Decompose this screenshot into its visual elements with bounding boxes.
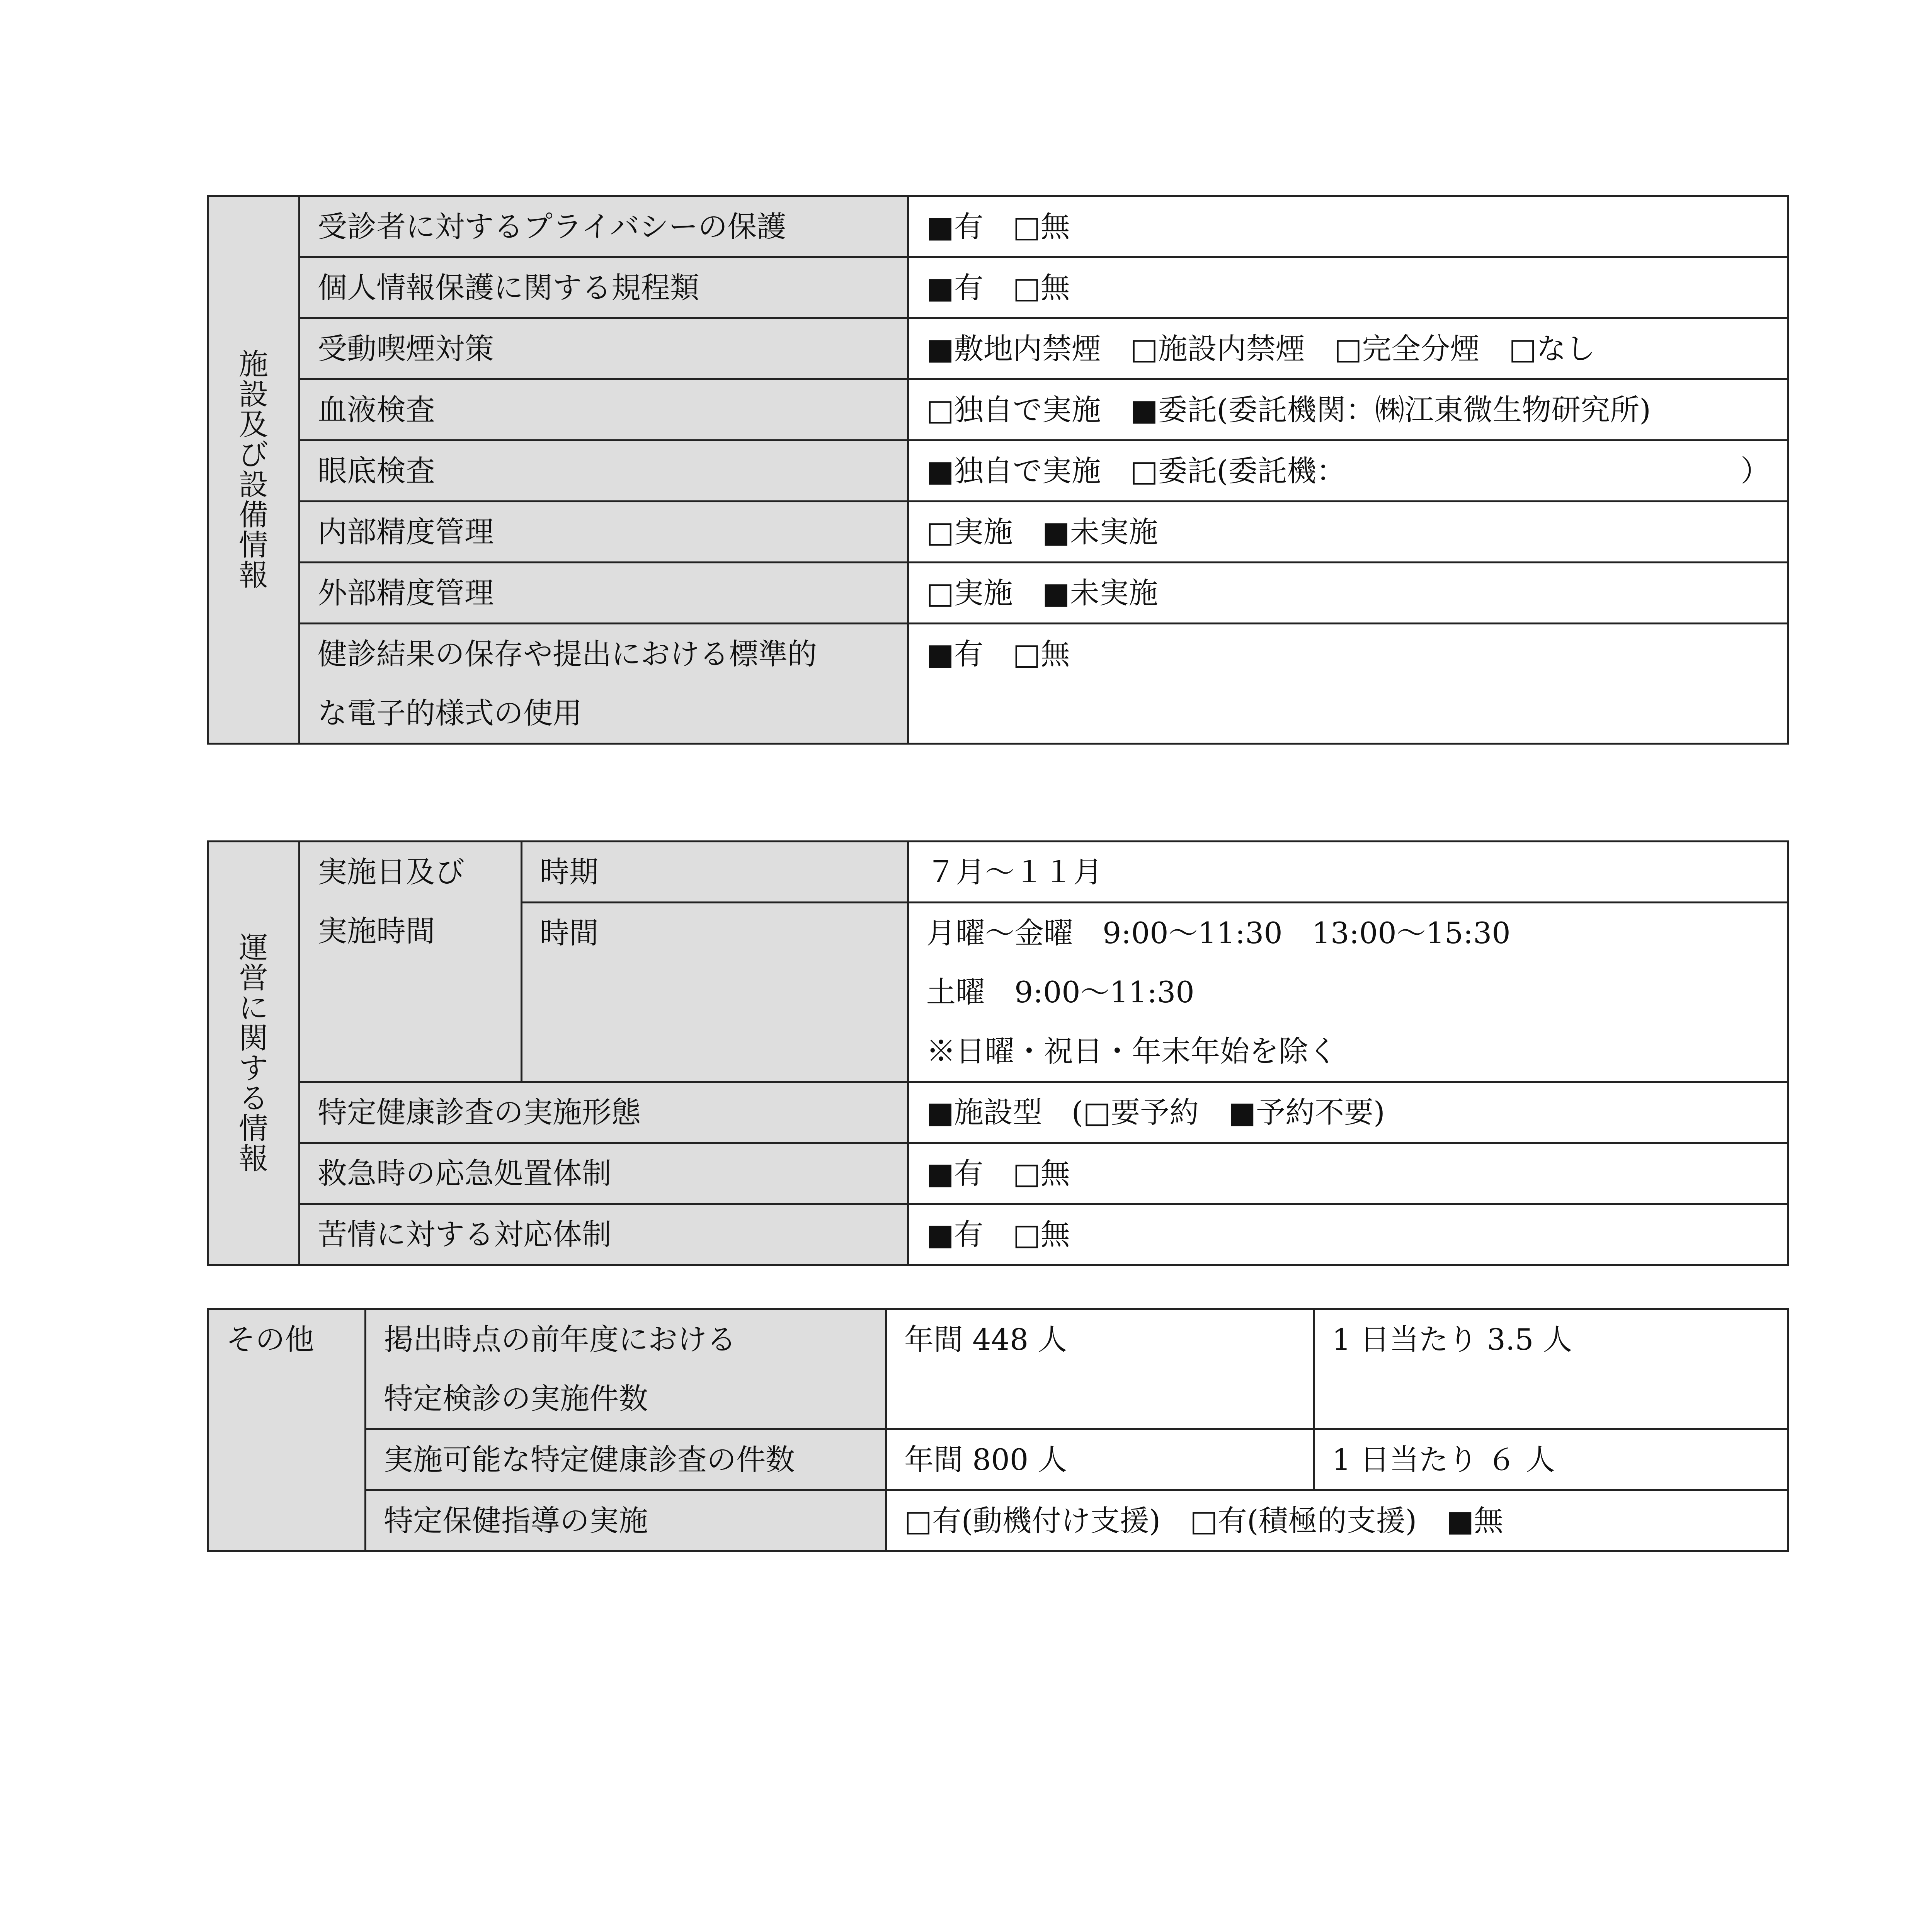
internal-qc-label: 内部精度管理 <box>299 502 908 563</box>
complaint-value: ■有 □無 <box>908 1204 1788 1265</box>
time-line-1: 月曜～金曜 9:00～11:30 13:00～15:30 <box>926 916 1511 950</box>
electronic-format-label-line2: な電子的様式の使用 <box>318 696 582 730</box>
fundus-test-label: 眼底検査 <box>299 440 908 502</box>
guidance-value: □有(動機付け支援) □有(積極的支援) ■無 <box>886 1490 1788 1551</box>
facility-table <box>207 195 1789 745</box>
other-table <box>207 1308 1789 1552</box>
internal-qc-value: □実施 ■未実施 <box>908 502 1788 563</box>
time-value <box>908 903 1788 1082</box>
blood-test-label: 血液検査 <box>299 379 908 440</box>
prev-year-label <box>366 1309 886 1429</box>
complaint-label: 苦情に対する対応体制 <box>299 1204 908 1265</box>
operation-section-text: 運営に関する情報 <box>239 930 268 1176</box>
operation-table <box>207 840 1789 1266</box>
capacity-label: 実施可能な特定健康診査の件数 <box>366 1429 886 1490</box>
electronic-format-label <box>299 624 908 744</box>
schedule-label-line1: 実施日及び <box>318 855 465 889</box>
time-label: 時間 <box>522 903 908 1082</box>
schedule-label <box>299 842 522 1082</box>
capacity-annual: 年間 800 人 <box>886 1429 1314 1490</box>
period-value: ７月～１１月 <box>908 842 1788 903</box>
smoking-value: ■敷地内禁煙 □施設内禁煙 □完全分煙 □なし <box>908 318 1788 379</box>
electronic-format-label-line1: 健診結果の保存や提出における標準的 <box>318 637 817 671</box>
capacity-daily: 1 日当たり ６ 人 <box>1314 1429 1788 1490</box>
prev-year-label-line2: 特定検診の実施件数 <box>384 1381 648 1416</box>
prev-year-daily: 1 日当たり 3.5 人 <box>1314 1309 1788 1429</box>
time-line-3: ※日曜・祝日・年末年始を除く <box>926 1034 1337 1068</box>
facility-section-text: 施設及び設備情報 <box>239 347 268 592</box>
external-qc-label: 外部精度管理 <box>299 563 908 624</box>
time-line-2: 土曜 9:00～11:30 <box>926 975 1195 1009</box>
personal-info-label: 個人情報保護に関する規程類 <box>299 257 908 318</box>
fundus-test-value <box>908 440 1788 502</box>
prev-year-annual: 年間 448 人 <box>886 1309 1314 1429</box>
electronic-format-value: ■有 □無 <box>908 624 1788 744</box>
prev-year-label-line1: 掲出時点の前年度における <box>384 1322 736 1357</box>
emergency-label: 救急時の応急処置体制 <box>299 1143 908 1204</box>
emergency-value: ■有 □無 <box>908 1143 1788 1204</box>
schedule-label-line2: 実施時間 <box>318 914 435 948</box>
facility-section-label <box>208 196 299 744</box>
operation-section-label <box>208 842 299 1265</box>
personal-info-value: ■有 □無 <box>908 257 1788 318</box>
smoking-label: 受動喫煙対策 <box>299 318 908 379</box>
period-label: 時期 <box>522 842 908 903</box>
privacy-label: 受診者に対するプライバシーの保護 <box>299 196 908 257</box>
exam-format-value: ■施設型 (□要予約 ■予約不要) <box>908 1082 1788 1143</box>
fundus-test-text: ■独自で実施 □委託(委託機： <box>926 454 1346 488</box>
external-qc-value: □実施 ■未実施 <box>908 563 1788 624</box>
fundus-test-paren: ） <box>1741 454 1770 488</box>
blood-test-value: □独自で実施 ■委託(委託機関：㈱江東微生物研究所) <box>908 379 1788 440</box>
other-section-label: その他 <box>208 1309 366 1551</box>
privacy-value: ■有 □無 <box>908 196 1788 257</box>
guidance-label: 特定保健指導の実施 <box>366 1490 886 1551</box>
exam-format-label: 特定健康診査の実施形態 <box>299 1082 908 1143</box>
